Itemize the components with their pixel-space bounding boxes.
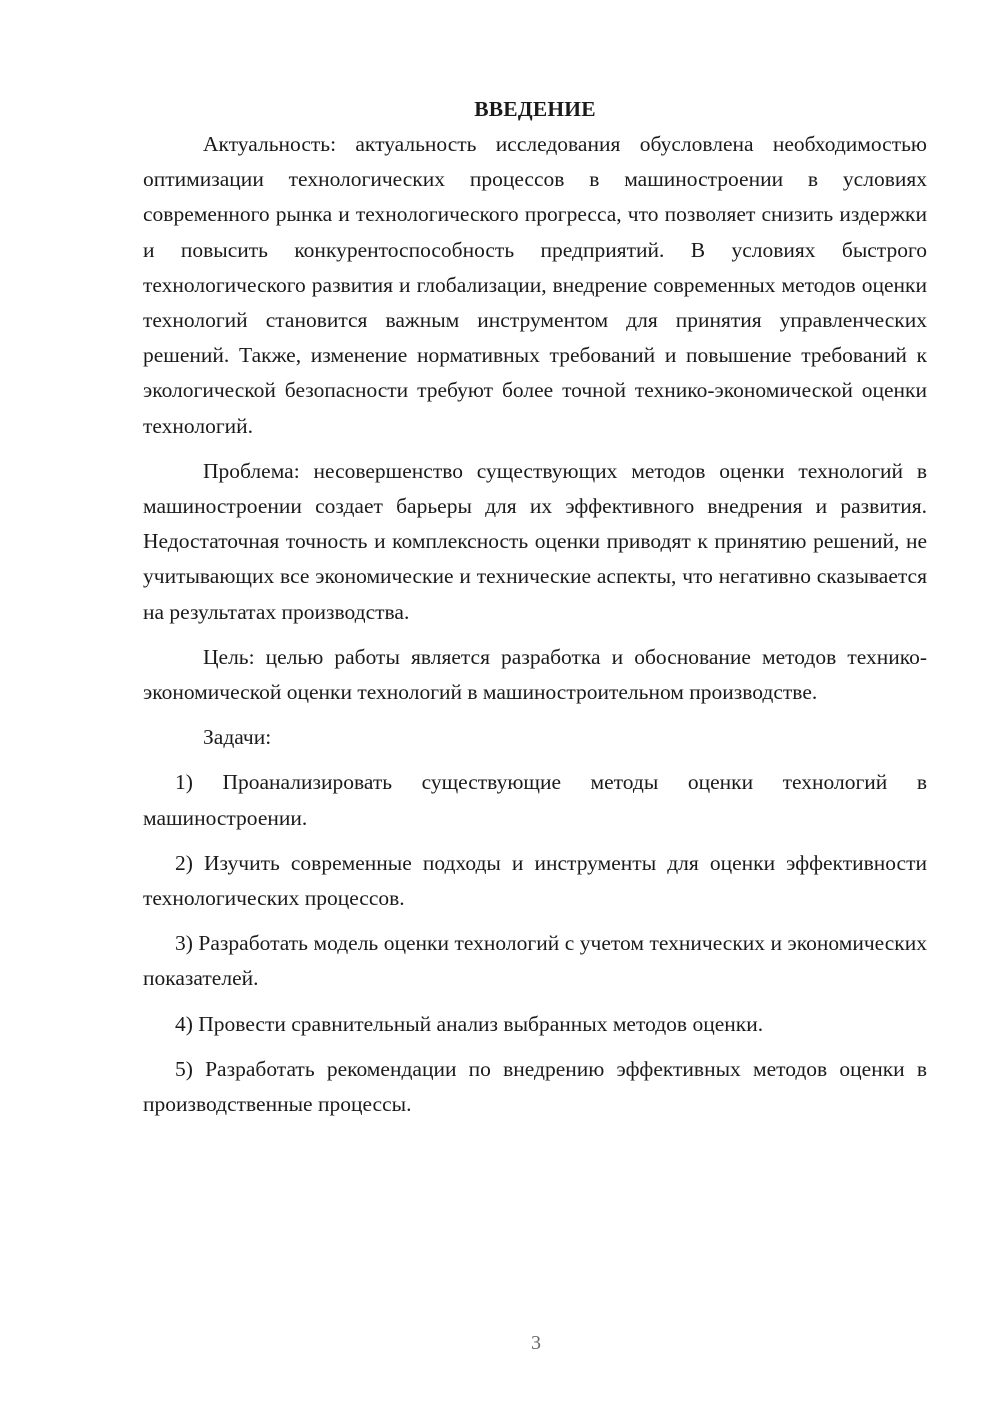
tasks-heading: Задачи: — [203, 725, 272, 750]
paragraph-relevance: Актуальность: актуальность исследования обусловлена необходимостью оптимизации технологических процессов в машиностроении в условиях современного рынка и технологического прогресса, что позволяет снизить издержки и повысить конкурентоспособность предприятий. В условиях быстрого технологического развития и глобализации, внедрение современных методов оценки технологий становится важным инструментом для принятия управленческих решений. Также, изменение нормативных требований и повышение требований к экологической безопасности требуют более точной технико-экономической оценки технологий. — [143, 132, 927, 438]
task-item: 2) Изучить современные подходы и инструменты для оценки эффективности технологических процессов. — [143, 850, 927, 911]
task-item: 3) Разработать модель оценки технологий с учетом технических и экономических показателей. — [143, 931, 927, 991]
task-item: 1) Проанализировать существующие методы оценки технологий в машиностроении. — [143, 770, 927, 830]
page-number: 3 — [531, 1332, 541, 1354]
paragraph-goal: Цель: целью работы является разработка и обоснование методов технико-экономической оценки технологий в машиностроительном производстве. — [143, 644, 927, 705]
page-title: ВВЕДЕНИЕ — [474, 97, 596, 121]
paragraph-problem: Проблема: несовершенство существующих методов оценки технологий в машиностроении создает барьеры для их эффективного внедрения и развития. Недостаточная точность и комплексность оценки приводят к принятию решений, не учитывающих все экономические и технические аспекты, что негативно сказывается на результатах производства. — [143, 458, 927, 624]
document-page — [143, 92, 927, 1122]
task-item: 5) Разработать рекомендации по внедрению эффективных методов оценки в производственные процессы. — [143, 1056, 927, 1117]
task-item: 4) Провести сравнительный анализ выбранных методов оценки. — [175, 1011, 764, 1036]
